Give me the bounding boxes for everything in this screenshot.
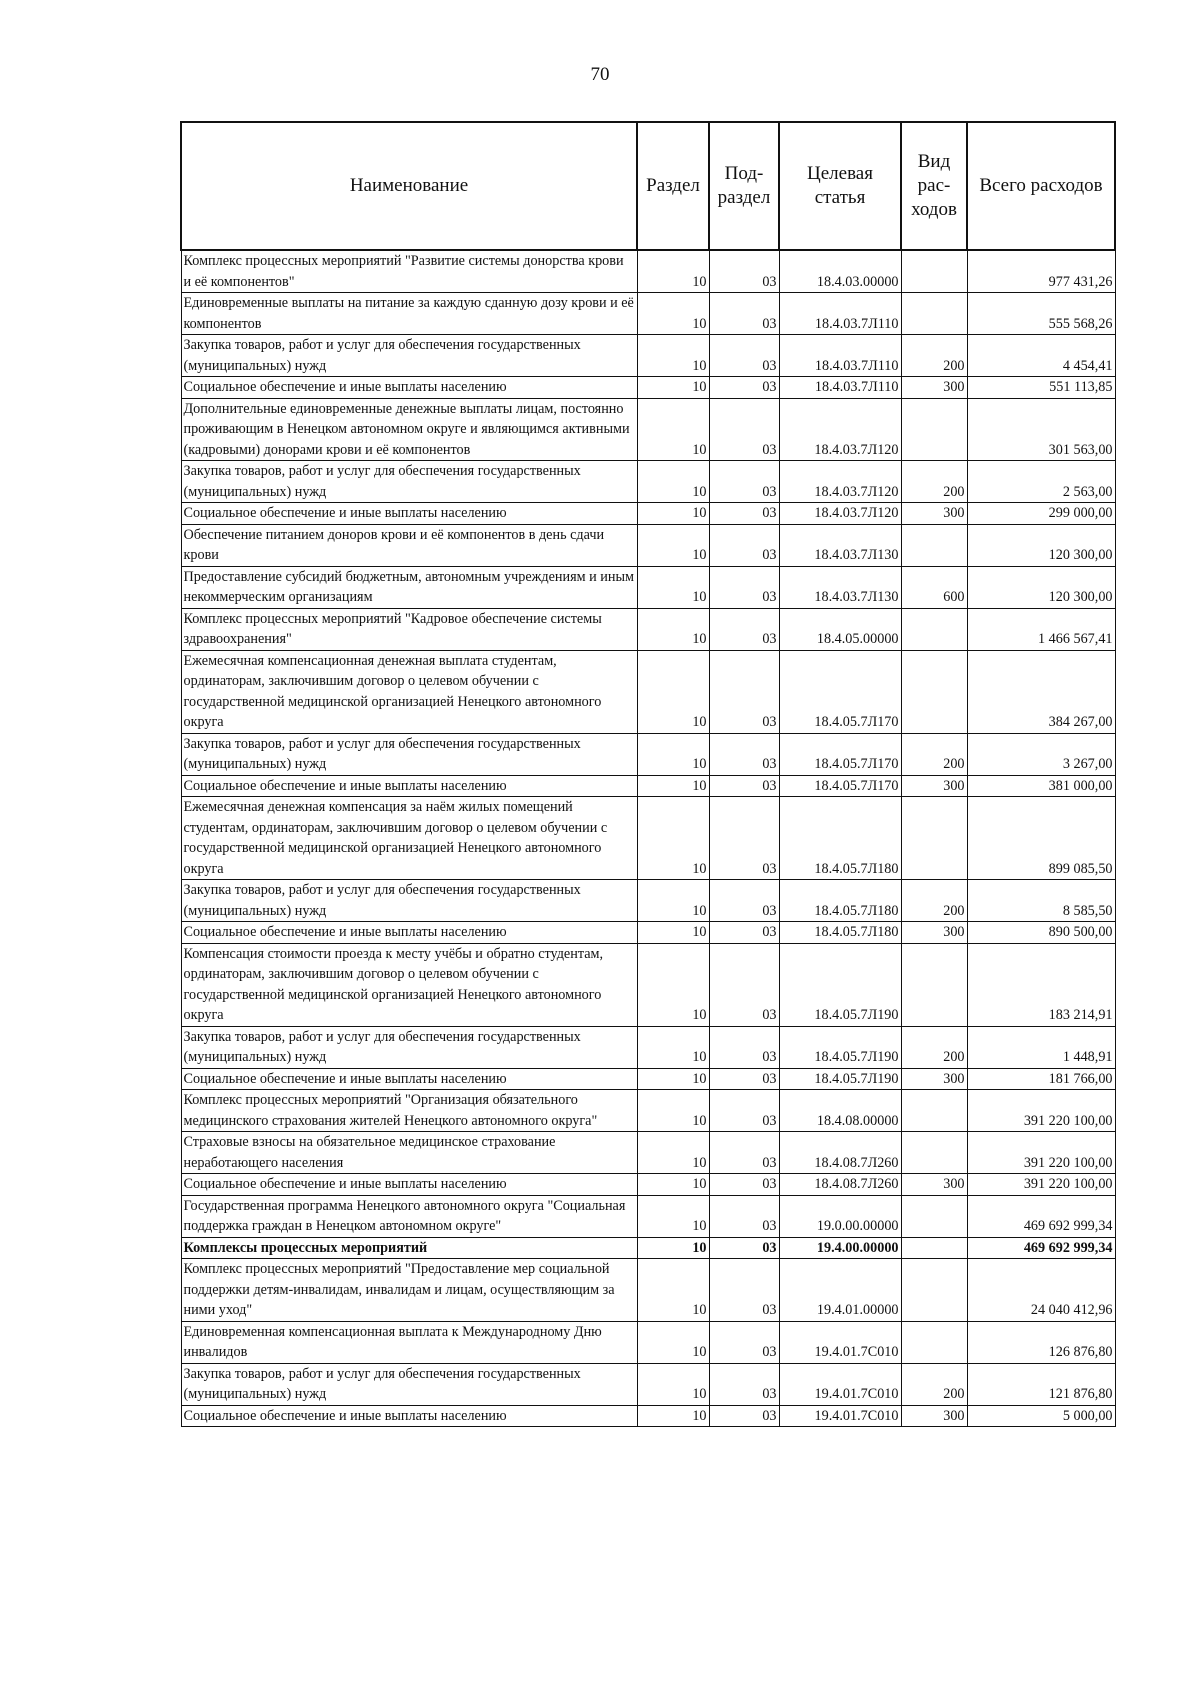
cell-subsection: 03 (709, 1405, 779, 1427)
cell-total: 299 000,00 (967, 503, 1115, 525)
cell-total: 4 454,41 (967, 335, 1115, 377)
header-kind: Вид рас- ходов (901, 122, 967, 250)
cell-article: 18.4.05.7Л180 (779, 922, 901, 944)
cell-kind: 200 (901, 335, 967, 377)
cell-total: 301 563,00 (967, 398, 1115, 461)
cell-section: 10 (637, 797, 709, 880)
header-total: Всего расходов (967, 122, 1115, 250)
cell-subsection: 03 (709, 503, 779, 525)
table-header-row (181, 122, 1115, 250)
cell-subsection: 03 (709, 293, 779, 335)
cell-article: 18.4.03.7Л120 (779, 461, 901, 503)
cell-section: 10 (637, 1321, 709, 1363)
table-row (181, 377, 1115, 399)
cell-section: 10 (637, 335, 709, 377)
cell-section: 10 (637, 1195, 709, 1237)
cell-name: Социальное обеспечение и иные выплаты населению (181, 1405, 637, 1427)
cell-name: Комплекс процессных мероприятий "Кадровое обеспечение системы здравоохранения" (181, 608, 637, 650)
cell-name: Комплекс процессных мероприятий "Организация обязательного медицинского страхования жителей Ненецкого автономного округа" (181, 1090, 637, 1132)
table-row (181, 797, 1115, 880)
cell-kind (901, 650, 967, 733)
table-row (181, 1174, 1115, 1196)
cell-total: 120 300,00 (967, 566, 1115, 608)
cell-subsection: 03 (709, 1026, 779, 1068)
table-row (181, 1259, 1115, 1322)
cell-kind: 300 (901, 1068, 967, 1090)
cell-total: 469 692 999,34 (967, 1237, 1115, 1259)
cell-article: 18.4.03.7Л110 (779, 335, 901, 377)
cell-name: Социальное обеспечение и иные выплаты населению (181, 1174, 637, 1196)
cell-article: 18.4.08.7Л260 (779, 1174, 901, 1196)
cell-subsection: 03 (709, 1321, 779, 1363)
cell-kind (901, 1090, 967, 1132)
cell-subsection: 03 (709, 398, 779, 461)
cell-section: 10 (637, 608, 709, 650)
header-name: Наименование (181, 122, 637, 250)
header-subsection: Под- раздел (709, 122, 779, 250)
cell-article: 18.4.03.7Л130 (779, 566, 901, 608)
cell-name: Комплекс процессных мероприятий "Развитие системы донорства крови и её компонентов" (181, 250, 637, 293)
cell-section: 10 (637, 1026, 709, 1068)
cell-kind: 300 (901, 775, 967, 797)
cell-name: Закупка товаров, работ и услуг для обеспечения государственных (муниципальных) нужд (181, 1363, 637, 1405)
cell-kind: 600 (901, 566, 967, 608)
cell-total: 899 085,50 (967, 797, 1115, 880)
table-row (181, 608, 1115, 650)
cell-subsection: 03 (709, 922, 779, 944)
cell-total: 8 585,50 (967, 880, 1115, 922)
cell-kind: 200 (901, 461, 967, 503)
cell-kind (901, 1259, 967, 1322)
cell-article: 18.4.05.7Л170 (779, 650, 901, 733)
cell-total: 977 431,26 (967, 250, 1115, 293)
cell-kind: 300 (901, 503, 967, 525)
cell-subsection: 03 (709, 880, 779, 922)
cell-name: Комплекс процессных мероприятий "Предоставление мер социальной поддержки детям-инвалидам, инвалидам и лицам, осуществляющим за ними уход" (181, 1259, 637, 1322)
header-section: Раздел (637, 122, 709, 250)
table-row (181, 335, 1115, 377)
cell-article: 18.4.03.7Л120 (779, 503, 901, 525)
cell-article: 19.4.01.7С010 (779, 1363, 901, 1405)
cell-article: 19.4.00.00000 (779, 1237, 901, 1259)
table-row (181, 733, 1115, 775)
cell-total: 121 876,80 (967, 1363, 1115, 1405)
cell-subsection: 03 (709, 943, 779, 1026)
cell-subsection: 03 (709, 1259, 779, 1322)
cell-kind: 200 (901, 1363, 967, 1405)
table-row (181, 650, 1115, 733)
cell-name: Дополнительные единовременные денежные выплаты лицам, постоянно проживающим в Ненецком автономном округе и являющимся активными (кадровыми) донорами крови и её компонентов (181, 398, 637, 461)
cell-subsection: 03 (709, 797, 779, 880)
cell-section: 10 (637, 775, 709, 797)
table-row (181, 1068, 1115, 1090)
cell-subsection: 03 (709, 1132, 779, 1174)
table-row (181, 293, 1115, 335)
cell-name: Закупка товаров, работ и услуг для обеспечения государственных (муниципальных) нужд (181, 461, 637, 503)
cell-section: 10 (637, 250, 709, 293)
cell-name: Страховые взносы на обязательное медицинское страхование неработающего населения (181, 1132, 637, 1174)
cell-section: 10 (637, 1363, 709, 1405)
cell-name: Единовременные выплаты на питание за каждую сданную дозу крови и её компонентов (181, 293, 637, 335)
table-row (181, 1321, 1115, 1363)
budget-table (180, 121, 1116, 1427)
cell-name: Закупка товаров, работ и услуг для обеспечения государственных (муниципальных) нужд (181, 880, 637, 922)
cell-total: 381 000,00 (967, 775, 1115, 797)
cell-name: Ежемесячная денежная компенсация за наём жилых помещений студентам, ординаторам, заключившим договор о целевом обучении с государственной медицинской организацией Ненецкого автономного округа (181, 797, 637, 880)
cell-article: 19.4.01.7С010 (779, 1321, 901, 1363)
cell-article: 18.4.03.00000 (779, 250, 901, 293)
cell-kind: 300 (901, 1174, 967, 1196)
cell-article: 19.0.00.00000 (779, 1195, 901, 1237)
cell-kind (901, 943, 967, 1026)
cell-article: 18.4.05.7Л170 (779, 775, 901, 797)
page-number: 70 (590, 64, 610, 85)
cell-section: 10 (637, 524, 709, 566)
cell-total: 551 113,85 (967, 377, 1115, 399)
cell-total: 24 040 412,96 (967, 1259, 1115, 1322)
cell-subsection: 03 (709, 1174, 779, 1196)
cell-article: 18.4.08.00000 (779, 1090, 901, 1132)
cell-name: Единовременная компенсационная выплата к Международному Дню инвалидов (181, 1321, 637, 1363)
cell-subsection: 03 (709, 1195, 779, 1237)
table-row (181, 1090, 1115, 1132)
table-row (181, 398, 1115, 461)
cell-subsection: 03 (709, 650, 779, 733)
cell-total: 3 267,00 (967, 733, 1115, 775)
cell-name: Ежемесячная компенсационная денежная выплата студентам, ординаторам, заключившим договор о целевом обучении с государственной медицинской организацией Ненецкого автономного округа (181, 650, 637, 733)
table-row (181, 1195, 1115, 1237)
cell-total: 391 220 100,00 (967, 1174, 1115, 1196)
cell-section: 10 (637, 566, 709, 608)
table-row (181, 922, 1115, 944)
cell-section: 10 (637, 880, 709, 922)
cell-total: 5 000,00 (967, 1405, 1115, 1427)
cell-section: 10 (637, 1405, 709, 1427)
cell-section: 10 (637, 503, 709, 525)
cell-subsection: 03 (709, 250, 779, 293)
cell-kind: 200 (901, 733, 967, 775)
cell-subsection: 03 (709, 1237, 779, 1259)
cell-article: 18.4.05.00000 (779, 608, 901, 650)
cell-subsection: 03 (709, 1363, 779, 1405)
cell-section: 10 (637, 1068, 709, 1090)
cell-name: Социальное обеспечение и иные выплаты населению (181, 1068, 637, 1090)
cell-subsection: 03 (709, 524, 779, 566)
cell-article: 18.4.03.7Л110 (779, 377, 901, 399)
cell-subsection: 03 (709, 1068, 779, 1090)
cell-subsection: 03 (709, 335, 779, 377)
cell-kind (901, 1321, 967, 1363)
cell-kind (901, 797, 967, 880)
cell-kind (901, 250, 967, 293)
table-row (181, 503, 1115, 525)
cell-section: 10 (637, 1259, 709, 1322)
cell-name: Закупка товаров, работ и услуг для обеспечения государственных (муниципальных) нужд (181, 335, 637, 377)
cell-kind: 300 (901, 377, 967, 399)
cell-section: 10 (637, 461, 709, 503)
cell-subsection: 03 (709, 1090, 779, 1132)
cell-subsection: 03 (709, 461, 779, 503)
cell-section: 10 (637, 943, 709, 1026)
cell-kind (901, 398, 967, 461)
cell-section: 10 (637, 377, 709, 399)
cell-kind: 300 (901, 1405, 967, 1427)
cell-section: 10 (637, 1090, 709, 1132)
cell-article: 18.4.03.7Л110 (779, 293, 901, 335)
table-row (181, 566, 1115, 608)
cell-total: 181 766,00 (967, 1068, 1115, 1090)
cell-kind (901, 1132, 967, 1174)
cell-kind (901, 524, 967, 566)
cell-subsection: 03 (709, 566, 779, 608)
cell-article: 18.4.05.7Л190 (779, 1026, 901, 1068)
cell-kind: 200 (901, 1026, 967, 1068)
cell-article: 18.4.05.7Л190 (779, 1068, 901, 1090)
cell-subsection: 03 (709, 608, 779, 650)
cell-total: 391 220 100,00 (967, 1090, 1115, 1132)
cell-subsection: 03 (709, 733, 779, 775)
cell-kind: 300 (901, 922, 967, 944)
cell-section: 10 (637, 293, 709, 335)
cell-section: 10 (637, 922, 709, 944)
cell-section: 10 (637, 650, 709, 733)
cell-total: 469 692 999,34 (967, 1195, 1115, 1237)
cell-article: 19.4.01.7С010 (779, 1405, 901, 1427)
cell-article: 18.4.05.7Л180 (779, 797, 901, 880)
cell-article: 19.4.01.00000 (779, 1259, 901, 1322)
cell-total: 120 300,00 (967, 524, 1115, 566)
cell-total: 126 876,80 (967, 1321, 1115, 1363)
cell-article: 18.4.03.7Л120 (779, 398, 901, 461)
cell-name: Государственная программа Ненецкого автономного округа "Социальная поддержка граждан в Ненецком автономном округе" (181, 1195, 637, 1237)
cell-kind (901, 608, 967, 650)
cell-name: Социальное обеспечение и иные выплаты населению (181, 377, 637, 399)
cell-name: Социальное обеспечение и иные выплаты населению (181, 775, 637, 797)
cell-name: Компенсация стоимости проезда к месту учёбы и обратно студентам, ординаторам, заключившим договор о целевом обучении с государственной медицинской организацией Ненецкого автономного округа (181, 943, 637, 1026)
table-row (181, 1026, 1115, 1068)
table-row (181, 250, 1115, 293)
cell-article: 18.4.05.7Л180 (779, 880, 901, 922)
table-row (181, 1363, 1115, 1405)
cell-total: 384 267,00 (967, 650, 1115, 733)
cell-name: Социальное обеспечение и иные выплаты населению (181, 503, 637, 525)
table-row (181, 775, 1115, 797)
cell-total: 1 448,91 (967, 1026, 1115, 1068)
table-row (181, 1237, 1115, 1259)
cell-kind (901, 293, 967, 335)
cell-section: 10 (637, 1132, 709, 1174)
cell-name: Обеспечение питанием доноров крови и её компонентов в день сдачи крови (181, 524, 637, 566)
cell-total: 391 220 100,00 (967, 1132, 1115, 1174)
table-row (181, 943, 1115, 1026)
table-row (181, 1132, 1115, 1174)
cell-section: 10 (637, 1174, 709, 1196)
cell-total: 2 563,00 (967, 461, 1115, 503)
cell-kind: 200 (901, 880, 967, 922)
cell-subsection: 03 (709, 775, 779, 797)
cell-article: 18.4.05.7Л170 (779, 733, 901, 775)
table-row (181, 1405, 1115, 1427)
cell-total: 183 214,91 (967, 943, 1115, 1026)
cell-name: Предоставление субсидий бюджетным, автономным учреждениям и иным некоммерческим организациям (181, 566, 637, 608)
table-row (181, 880, 1115, 922)
cell-section: 10 (637, 398, 709, 461)
cell-name: Социальное обеспечение и иные выплаты населению (181, 922, 637, 944)
cell-total: 555 568,26 (967, 293, 1115, 335)
table-row (181, 524, 1115, 566)
cell-name: Закупка товаров, работ и услуг для обеспечения государственных (муниципальных) нужд (181, 1026, 637, 1068)
cell-total: 890 500,00 (967, 922, 1115, 944)
header-article: Целевая статья (779, 122, 901, 250)
cell-name: Закупка товаров, работ и услуг для обеспечения государственных (муниципальных) нужд (181, 733, 637, 775)
table-body (181, 250, 1115, 1427)
cell-section: 10 (637, 1237, 709, 1259)
cell-subsection: 03 (709, 377, 779, 399)
cell-name: Комплексы процессных мероприятий (181, 1237, 637, 1259)
cell-total: 1 466 567,41 (967, 608, 1115, 650)
cell-article: 18.4.03.7Л130 (779, 524, 901, 566)
cell-article: 18.4.05.7Л190 (779, 943, 901, 1026)
cell-section: 10 (637, 733, 709, 775)
cell-kind (901, 1237, 967, 1259)
table-row (181, 461, 1115, 503)
cell-article: 18.4.08.7Л260 (779, 1132, 901, 1174)
cell-kind (901, 1195, 967, 1237)
